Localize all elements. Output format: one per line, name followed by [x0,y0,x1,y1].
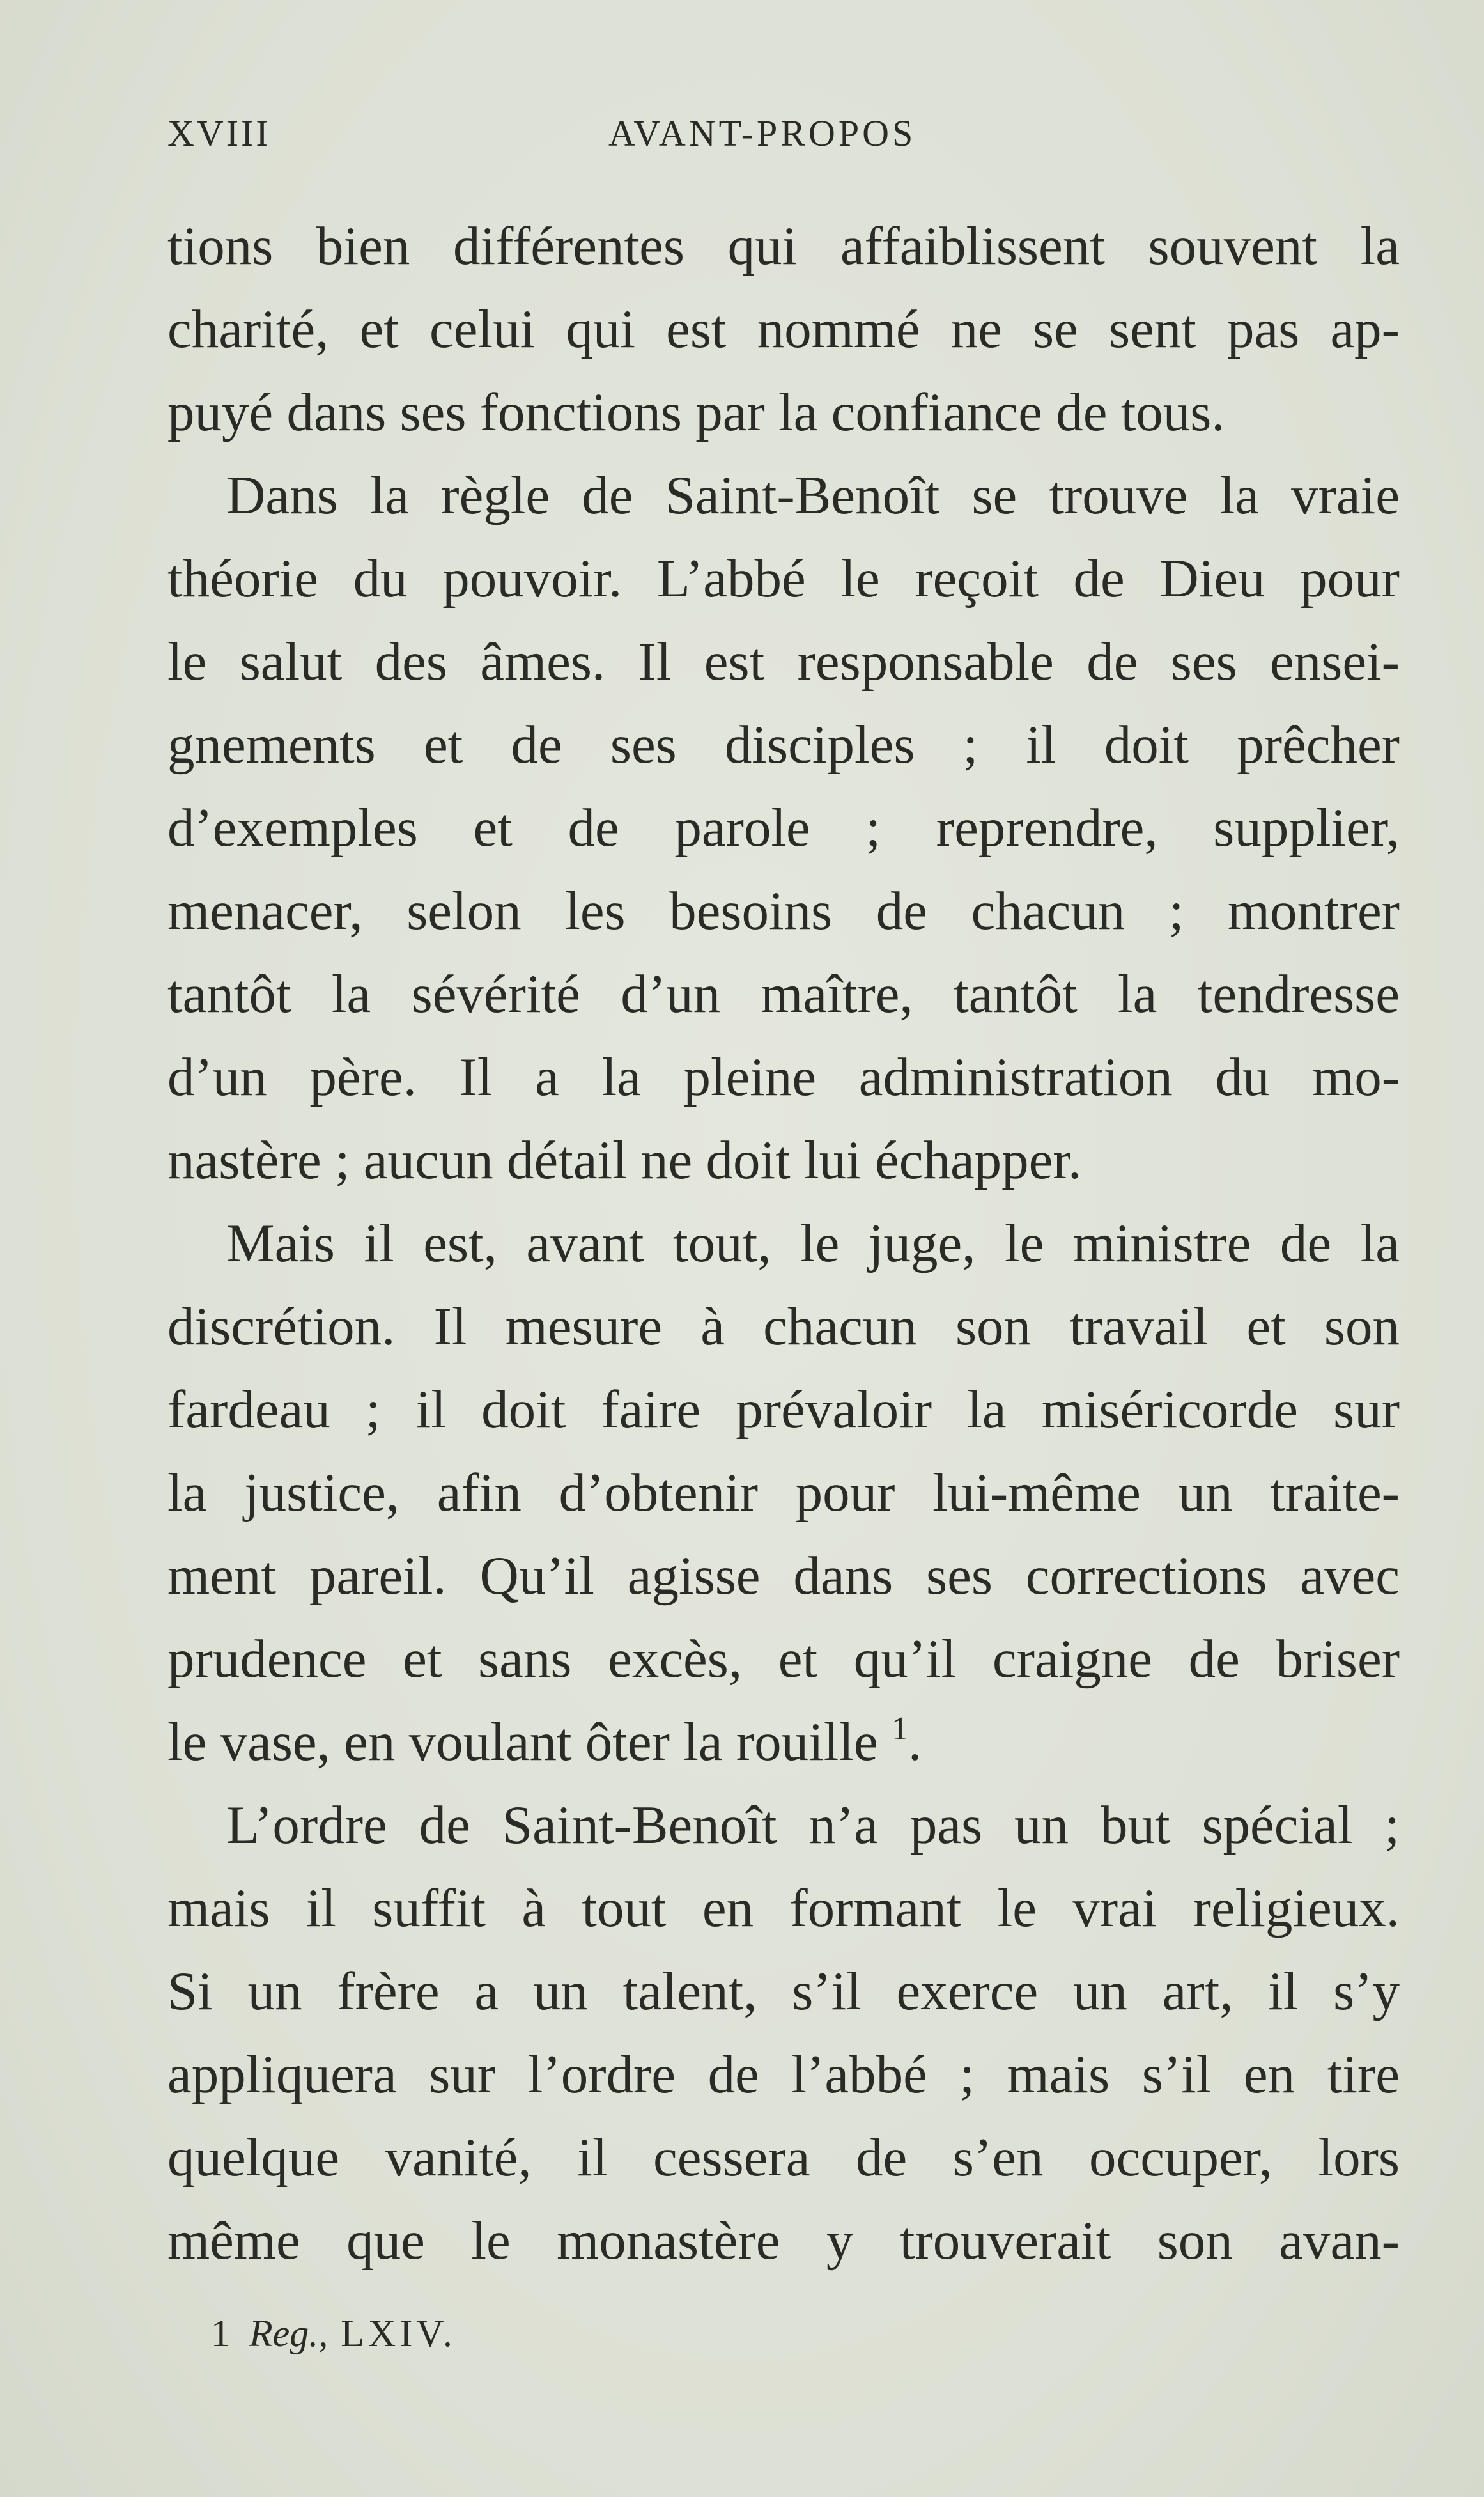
footnote-reference: Reg., [249,2312,328,2354]
text-line: théorie du pouvoir. L’abbé le reçoit de Dieu pour [167,548,1400,609]
text-line: gnements et de ses disciples ; il doit prêcher [167,715,1400,775]
text-line: Si un frère a un talent, s’il exerce un art, il s’y [167,1961,1400,2021]
paragraph-start-line: L’ordre de Saint-Benoît n’a pas un but spécial ; [226,1795,1400,1855]
running-title: AVANT-PROPOS [608,113,916,154]
text-line-content: le vase, en voulant ôter la rouille [167,1712,878,1772]
text-line: d’un père. Il a la pleine administration du mo- [167,1047,1400,1107]
text-line-with-note [167,1700,1400,1784]
footnote-reference-mark[interactable]: 1 [891,1711,908,1747]
text-line: discrétion. Il mesure à chacun son travail et son [167,1296,1400,1357]
text-line: prudence et sans excès, et qu’il craigne de briser [167,1629,1400,1689]
text-line: mais il suffit à tout en formant le vrai religieux. [167,1878,1400,1938]
text-line: d’exemples et de parole ; reprendre, supplier, [167,798,1400,858]
text-line: menacer, selon les besoins de chacun ; montrer [167,881,1400,941]
footnote-chapter: LXIV. [341,2312,456,2354]
text-line: la justice, afin d’obtenir pour lui-même un traite- [167,1463,1400,1523]
footnote-number: 1 [211,2312,230,2354]
footnote [211,2308,456,2359]
page-number: XVIII [167,113,271,154]
paragraph-start-line: Dans la règle de Saint-Benoît se trouve la vraie [226,465,1400,525]
running-head [167,112,1400,169]
body-text [167,205,1400,2282]
text-line: charité, et celui qui est nommé ne se sent pas ap- [167,299,1400,359]
line-end-punctuation: . [908,1712,922,1772]
text-line: nastère ; aucun détail ne doit lui échapper. [167,1130,1082,1190]
text-line: quelque vanité, il cessera de s’en occuper, lors [167,2128,1400,2188]
text-line: même que le monastère y trouverait son avan- [167,2211,1400,2271]
paragraph-start-line: Mais il est, avant tout, le juge, le ministre de la [226,1213,1400,1273]
text-line: le salut des âmes. Il est responsable de ses ensei- [167,632,1400,692]
text-line: tions bien différentes qui affaiblissent souvent la [167,216,1400,276]
text-line: puyé dans ses fonctions par la confiance de tous. [167,382,1225,442]
text-line: appliquera sur l’ordre de l’abbé ; mais s’il en tire [167,2044,1400,2104]
text-line: ment pareil. Qu’il agisse dans ses corrections avec [167,1546,1400,1606]
text-line: tantôt la sévérité d’un maître, tantôt la tendresse [167,964,1400,1024]
text-line: fardeau ; il doit faire prévaloir la miséricorde sur [167,1380,1400,1440]
